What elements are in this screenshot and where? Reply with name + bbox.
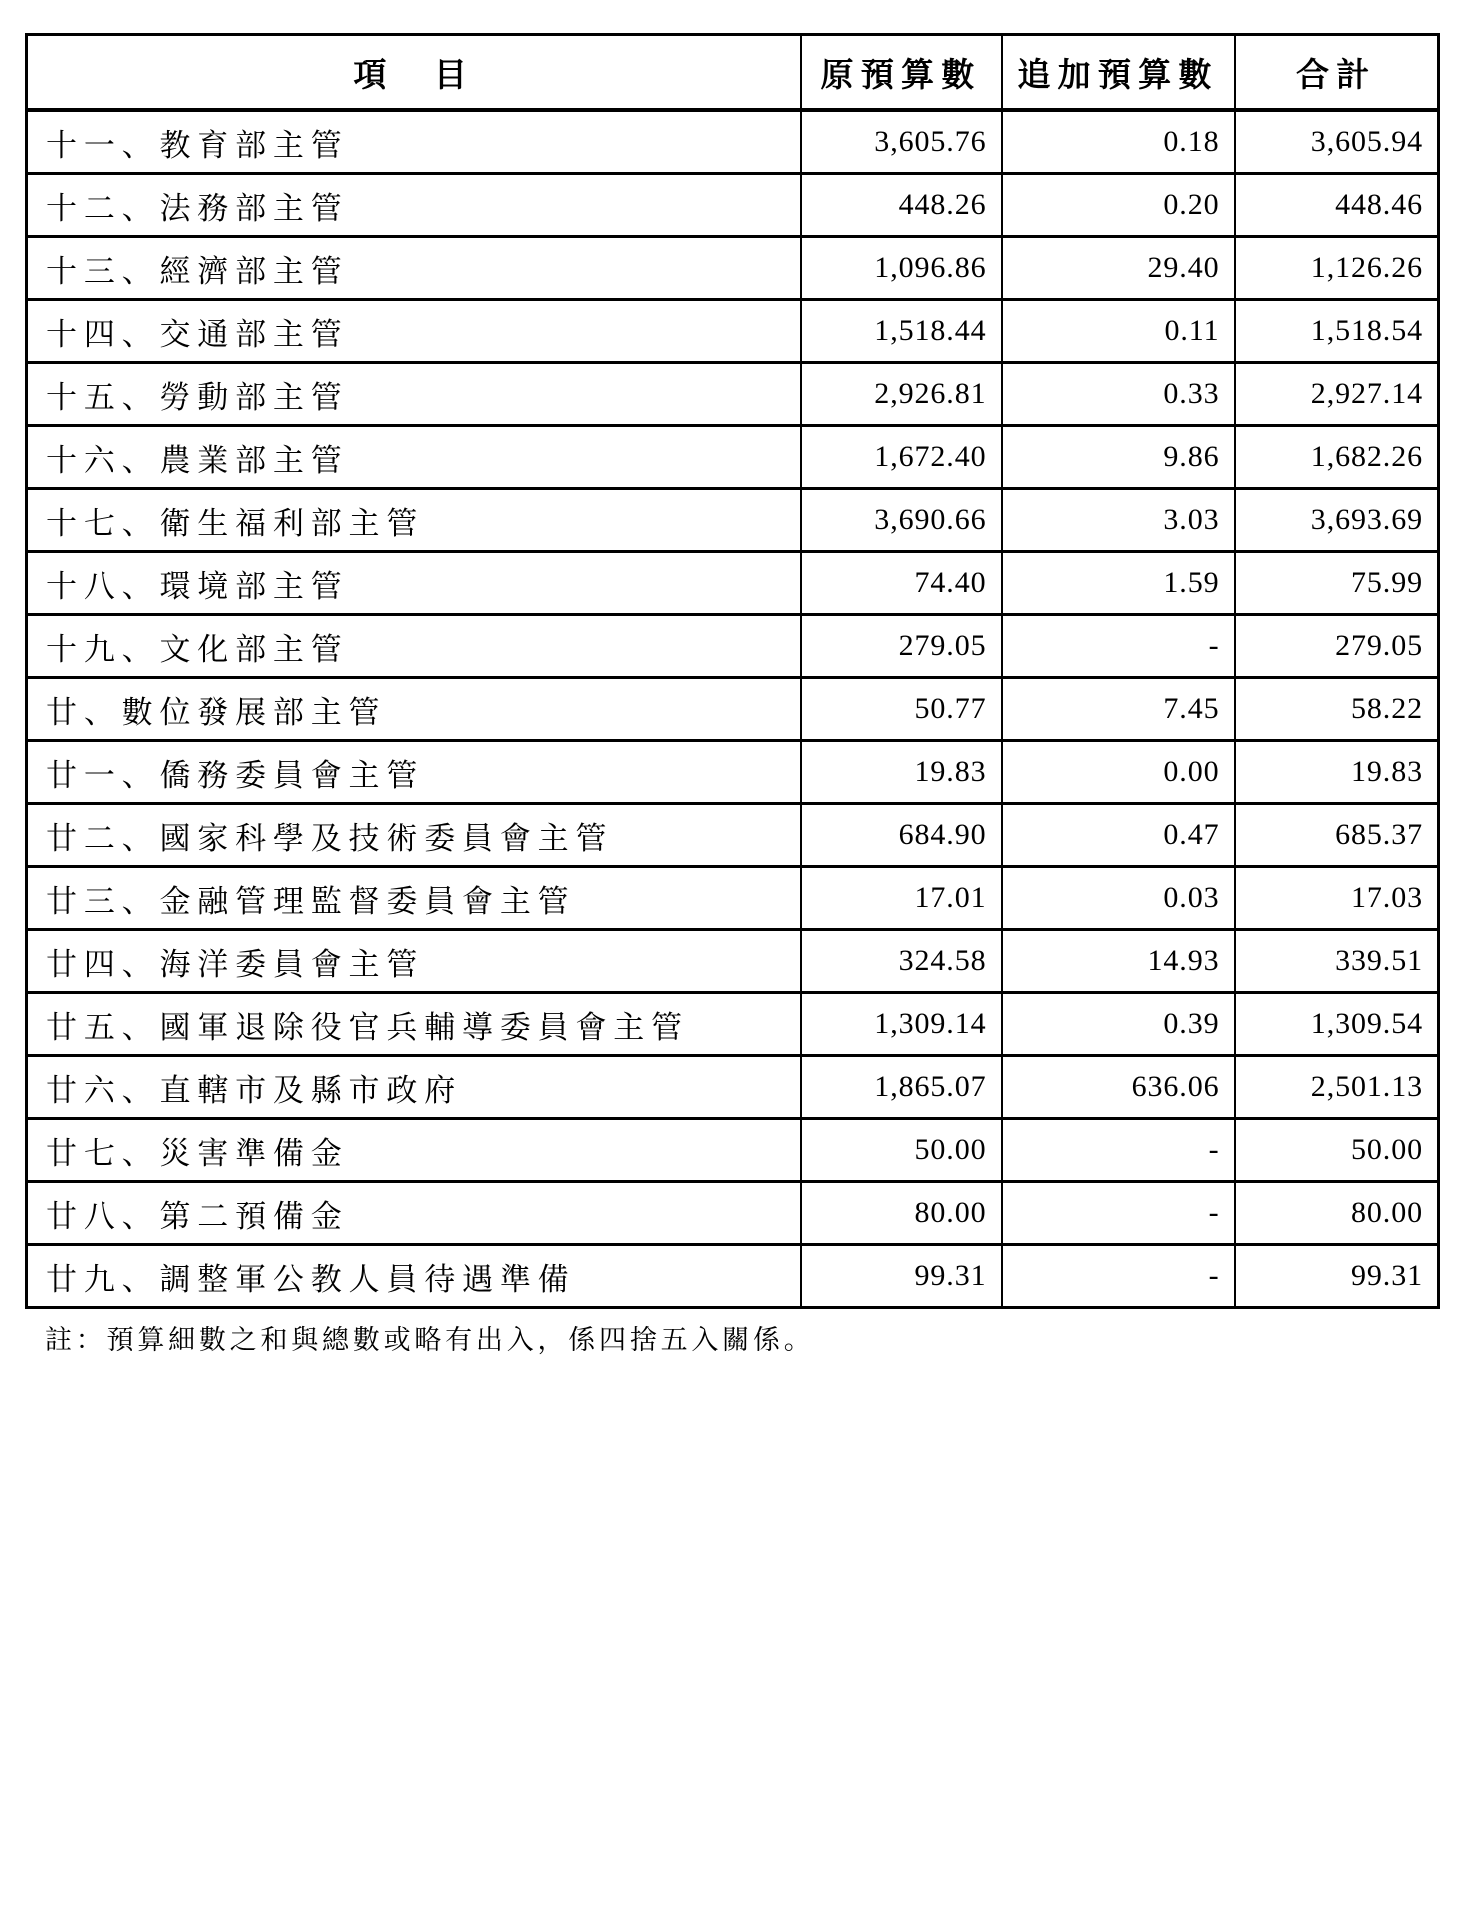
table-row [27,1056,1439,1119]
table-row [27,300,1439,363]
total-cell: 2,501.13 [1235,1056,1439,1119]
original-budget-cell: 324.58 [801,930,1002,993]
total-cell: 685.37 [1235,804,1439,867]
item-cell: 廿三、金融管理監督委員會主管 [27,867,801,930]
supplement-budget-cell: - [1002,1245,1235,1308]
original-budget-cell: 2,926.81 [801,363,1002,426]
item-cell: 廿六、直轄市及縣市政府 [27,1056,801,1119]
col-header-total: 合計 [1235,35,1439,111]
table-row [27,1182,1439,1245]
table-row [27,426,1439,489]
total-cell: 1,309.54 [1235,993,1439,1056]
supplement-budget-cell: 29.40 [1002,237,1235,300]
total-cell: 3,605.94 [1235,110,1439,174]
original-budget-cell: 1,309.14 [801,993,1002,1056]
original-budget-cell: 448.26 [801,174,1002,237]
original-budget-cell: 1,672.40 [801,426,1002,489]
item-cell: 廿四、海洋委員會主管 [27,930,801,993]
item-cell: 十六、農業部主管 [27,426,801,489]
budget-table-body [27,110,1439,1308]
supplement-budget-cell: 0.03 [1002,867,1235,930]
item-cell: 十五、勞動部主管 [27,363,801,426]
total-cell: 2,927.14 [1235,363,1439,426]
supplement-budget-cell: 3.03 [1002,489,1235,552]
original-budget-cell: 1,096.86 [801,237,1002,300]
supplement-budget-cell: 1.59 [1002,552,1235,615]
supplement-budget-cell: 0.18 [1002,110,1235,174]
original-budget-cell: 1,518.44 [801,300,1002,363]
total-cell: 279.05 [1235,615,1439,678]
original-budget-cell: 279.05 [801,615,1002,678]
supplement-budget-cell: - [1002,1119,1235,1182]
supplement-budget-cell: 7.45 [1002,678,1235,741]
total-cell: 1,682.26 [1235,426,1439,489]
original-budget-cell: 74.40 [801,552,1002,615]
table-row [27,1245,1439,1308]
supplement-budget-cell: 0.20 [1002,174,1235,237]
item-cell: 十八、環境部主管 [27,552,801,615]
total-cell: 448.46 [1235,174,1439,237]
table-row [27,110,1439,174]
original-budget-cell: 19.83 [801,741,1002,804]
item-cell: 廿七、災害準備金 [27,1119,801,1182]
item-cell: 廿八、第二預備金 [27,1182,801,1245]
original-budget-cell: 1,865.07 [801,1056,1002,1119]
total-cell: 3,693.69 [1235,489,1439,552]
supplement-budget-cell: 0.47 [1002,804,1235,867]
item-cell: 十一、教育部主管 [27,110,801,174]
item-cell: 廿、數位發展部主管 [27,678,801,741]
header-row [27,35,1439,111]
item-cell: 廿五、國軍退除役官兵輔導委員會主管 [27,993,801,1056]
table-row [27,993,1439,1056]
table-row [27,804,1439,867]
col-header-item: 項 目 [27,35,801,111]
supplement-budget-cell: 0.33 [1002,363,1235,426]
item-cell: 十二、法務部主管 [27,174,801,237]
table-row [27,237,1439,300]
budget-table [25,33,1440,1309]
total-cell: 1,126.26 [1235,237,1439,300]
table-row [27,930,1439,993]
supplement-budget-cell: 0.39 [1002,993,1235,1056]
supplement-budget-cell: 9.86 [1002,426,1235,489]
original-budget-cell: 99.31 [801,1245,1002,1308]
original-budget-cell: 50.00 [801,1119,1002,1182]
total-cell: 17.03 [1235,867,1439,930]
original-budget-cell: 80.00 [801,1182,1002,1245]
supplement-budget-cell: 14.93 [1002,930,1235,993]
table-row [27,678,1439,741]
col-header-original: 原預算數 [801,35,1002,111]
item-cell: 十三、經濟部主管 [27,237,801,300]
total-cell: 99.31 [1235,1245,1439,1308]
table-row [27,174,1439,237]
item-cell: 廿二、國家科學及技術委員會主管 [27,804,801,867]
original-budget-cell: 3,690.66 [801,489,1002,552]
total-cell: 339.51 [1235,930,1439,993]
table-row [27,741,1439,804]
original-budget-cell: 17.01 [801,867,1002,930]
original-budget-cell: 684.90 [801,804,1002,867]
original-budget-cell: 3,605.76 [801,110,1002,174]
total-cell: 19.83 [1235,741,1439,804]
item-cell: 十四、交通部主管 [27,300,801,363]
rounding-note: 註：預算細數之和與總數或略有出入，係四捨五入關係。 [45,1325,815,1355]
item-cell: 廿一、僑務委員會主管 [27,741,801,804]
original-budget-cell: 50.77 [801,678,1002,741]
item-cell: 十七、衛生福利部主管 [27,489,801,552]
total-cell: 58.22 [1235,678,1439,741]
table-row [27,615,1439,678]
table-row [27,552,1439,615]
supplement-budget-cell: - [1002,615,1235,678]
total-cell: 75.99 [1235,552,1439,615]
supplement-budget-cell: 0.11 [1002,300,1235,363]
total-cell: 80.00 [1235,1182,1439,1245]
table-row [27,867,1439,930]
supplement-budget-cell: - [1002,1182,1235,1245]
item-cell: 十九、文化部主管 [27,615,801,678]
col-header-supplement: 追加預算數 [1002,35,1235,111]
total-cell: 50.00 [1235,1119,1439,1182]
table-row [27,1119,1439,1182]
item-cell: 廿九、調整軍公教人員待遇準備 [27,1245,801,1308]
supplement-budget-cell: 636.06 [1002,1056,1235,1119]
supplement-budget-cell: 0.00 [1002,741,1235,804]
total-cell: 1,518.54 [1235,300,1439,363]
table-row [27,489,1439,552]
table-row [27,363,1439,426]
